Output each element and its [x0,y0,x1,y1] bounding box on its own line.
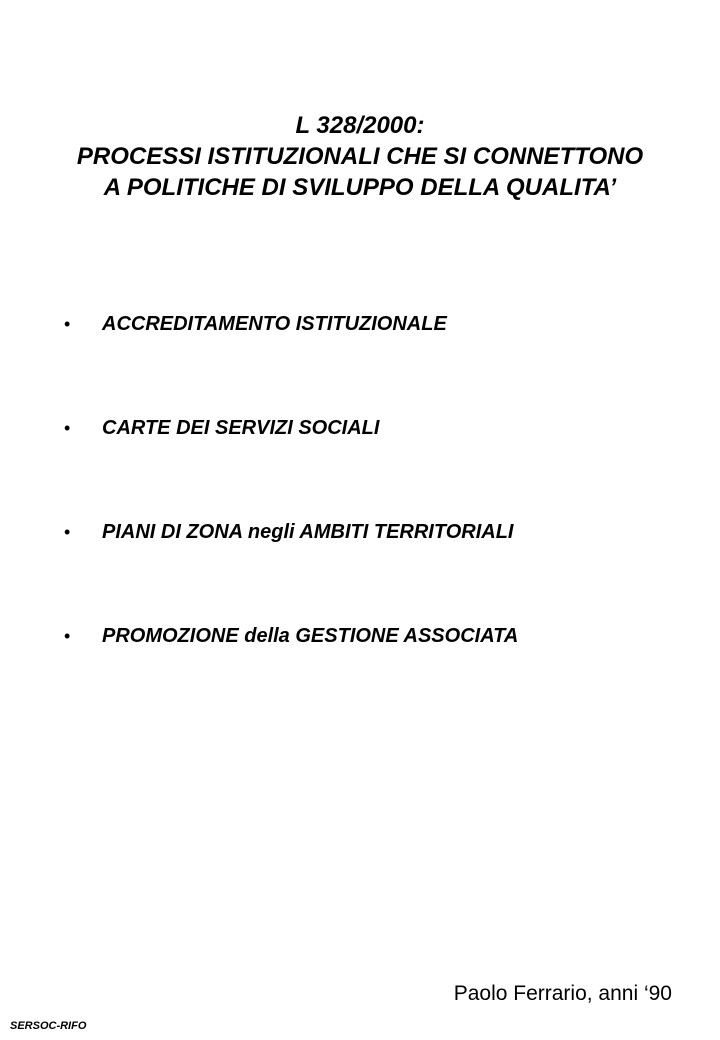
list-item [0,413,720,517]
bullet-icon: • [64,418,71,438]
title-line-2: PROCESSI ISTITUZIONALI CHE SI CONNETTONO [76,143,644,170]
list-item-text: PIANI DI ZONA negli AMBITI TERRITORIALI [102,521,514,543]
bullet-icon: • [64,314,71,334]
list-item-text: ACCREDITAMENTO ISTITUZIONALE [102,313,447,335]
bullet-icon: • [64,522,71,542]
list-item [0,309,720,413]
list-item [0,517,720,621]
list-item-text: PROMOZIONE della GESTIONE ASSOCIATA [102,625,519,647]
list-item-text: CARTE DEI SERVIZI SOCIALI [102,417,380,439]
bullet-list [0,309,720,725]
author-credit: Paolo Ferrario, anni ‘90 [453,982,672,1005]
title-line-1: L 328/2000: [295,112,425,139]
title-line-3: A POLITICHE DI SVILUPPO DELLA QUALITA’ [103,174,617,201]
list-item [0,621,720,725]
page-title [0,110,720,203]
footer-code: SERSOC-RIFO [10,1020,87,1032]
bullet-icon: • [64,626,71,646]
